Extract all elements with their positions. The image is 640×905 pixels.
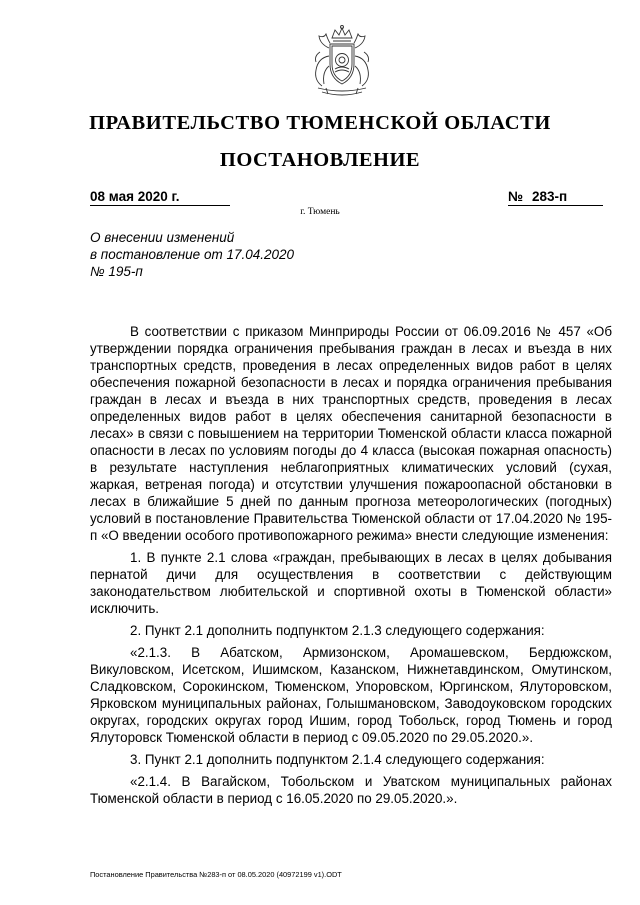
document-number-field — [508, 188, 603, 206]
document-date: 08 мая 2020 г. — [90, 188, 230, 206]
document-footer: Постановление Правительства №283-п от 08.05.2020 (40972199 v1).ODT — [90, 870, 342, 879]
subject-line: в постановление от 17.04.2020 — [90, 247, 295, 262]
subject-line: № 195-п — [90, 264, 143, 279]
item-2-paragraph: 2. Пункт 2.1 дополнить подпунктом 2.1.3 следующего содержания: — [130, 623, 545, 638]
government-title: ПРАВИТЕЛЬСТВО ТЮМЕНСКОЙ ОБЛАСТИ — [89, 112, 551, 134]
subitem-2-1-4-paragraph: «2.1.4. В Вагайском, Тобольском и Уватском муниципальных районах Тюменской области в период с 16.05.2020 по 29.05.2020.». — [90, 774, 612, 806]
number-sign: № — [508, 189, 524, 204]
document-subject — [90, 229, 390, 280]
document-body — [90, 323, 612, 807]
item-1-paragraph: 1. В пункте 2.1 слова «граждан, пребывающих в лесах в целях добывания пернатой дичи для осуществления в соответствии с действующим законодательством любительской и спортивной охоты в Тюменской области» исключить. — [90, 550, 612, 616]
subject-line: О внесении изменений — [90, 230, 235, 245]
item-3-paragraph: 3. Пункт 2.1 дополнить подпунктом 2.1.4 следующего содержания: — [130, 752, 545, 767]
document-type: ПОСТАНОВЛЕНИЕ — [219, 149, 421, 171]
preamble-paragraph: В соответствии с приказом Минприроды России от 06.09.2016 № 457 «Об утверждении порядка ограничения пребывания граждан в лесах и въезда в них транспортных средств, проведения в лесах определенных видов работ в целях обеспечения пожарной безопасности в лесах и порядка ограничения пребывания граждан в лесах и въезда в них транспортных средств, проведения в лесах определенных видов работ в целях обеспечения санитарной безопасности в лесах» в связи с повышением на территории Тюменской области класса пожарной опасности в лесах по условиям погоды до 4 класса (высокая пожарная опасность) в результате наступления неблагоприятных климатических условий (сухая, жаркая, ветреная погода) и отсутствии улучшения пожароопасной обстановки в лесах в ближайшие 5 дней по данным прогноза метеорологических (погодных) условий в постановление Правительства Тюменской области от 17.04.2020 № 195-п «О введении особого противопожарного режима» внести следующие изменения: — [90, 324, 612, 543]
city-name: г. Тюмень — [300, 207, 340, 217]
document-number: 283-п — [532, 189, 568, 204]
subitem-2-1-3-paragraph: «2.1.3. В Абатском, Армизонском, Аромашевском, Бердюжском, Викуловском, Исетском, Ишимском, Казанском, Нижнетавдинском, Омутинском, Сладковском, Сорокинском, Тюменском, Упоровском, Юргинском, Ялуторовском, Ярковском муниципальных районах, Голышмановском, Заводоуковском городских округах, городских округах город Ишим, город Тобольск, город Тюмень и город Ялуторовск Тюменской области в период с 09.05.2020 по 29.05.2020.». — [90, 645, 612, 745]
coat-of-arms-icon — [302, 22, 382, 102]
